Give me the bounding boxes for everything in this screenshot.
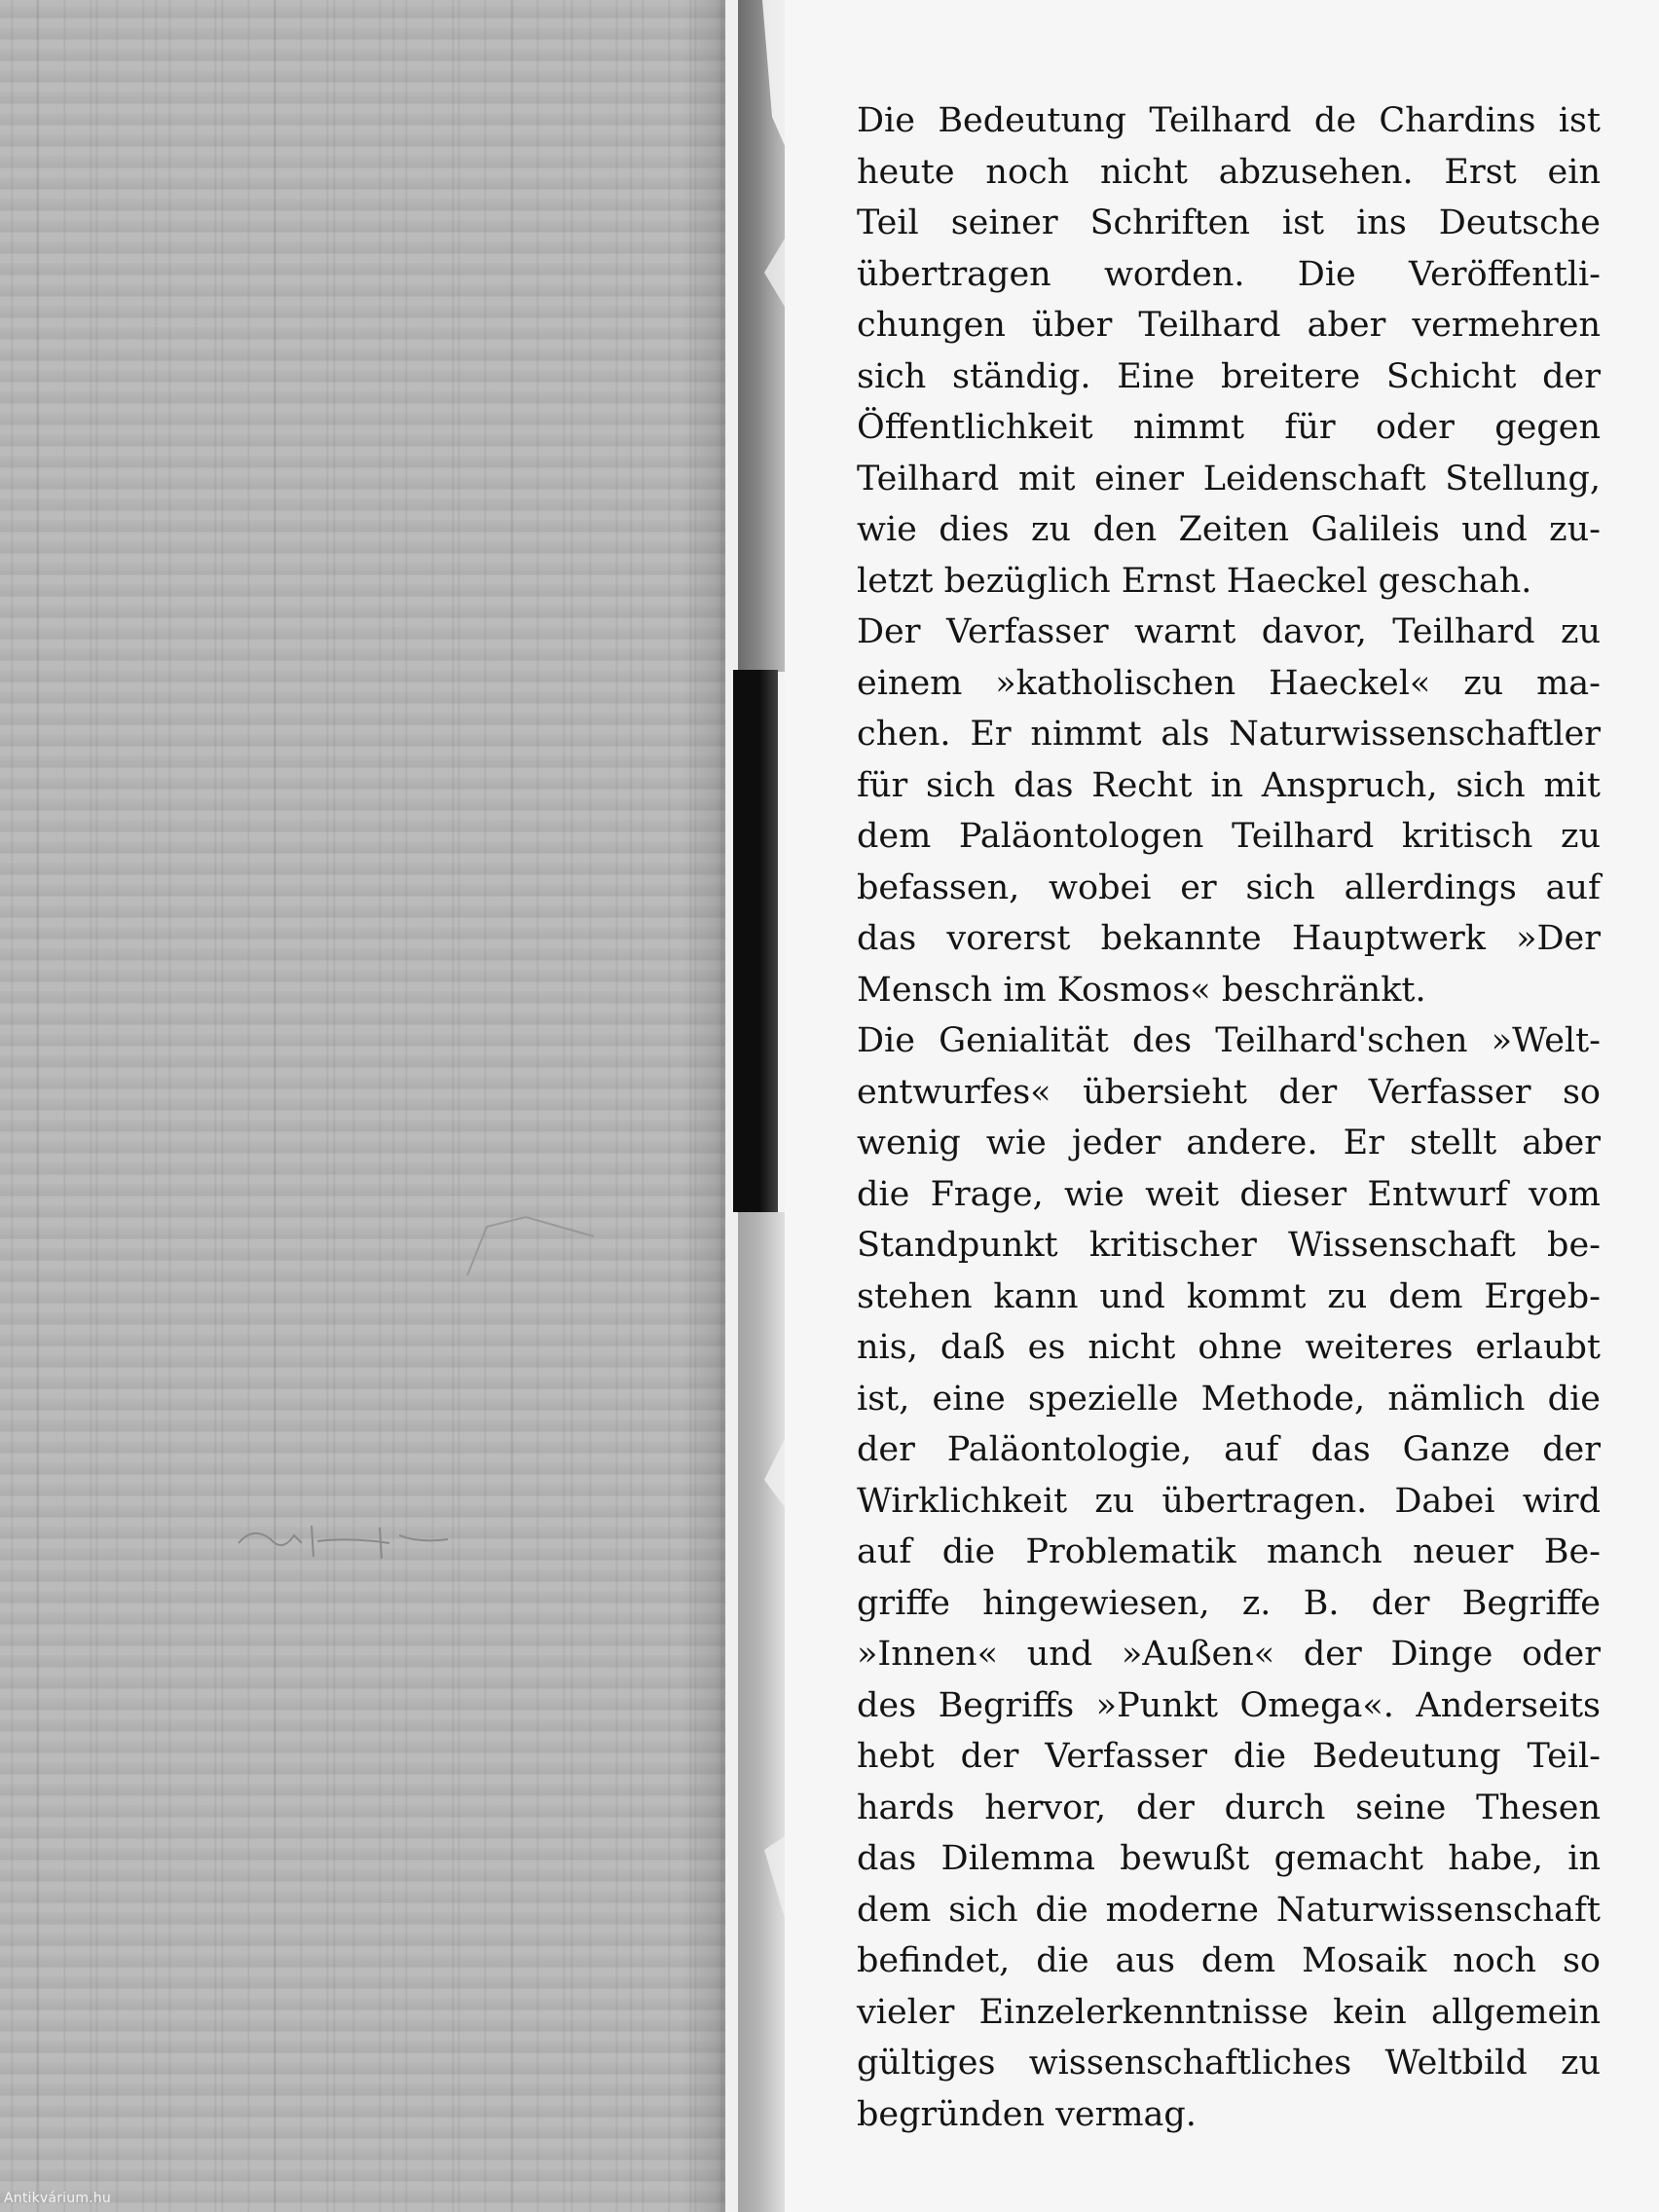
text-line: Die Bedeutung Teilhard de Chardins ist xyxy=(857,101,1601,140)
text-line: auf die Problematik manch neuer Be- xyxy=(857,1532,1601,1571)
text-line: die Frage, wie weit dieser Entwurf vom xyxy=(857,1174,1601,1214)
pencil-scribble xyxy=(234,1514,458,1572)
text-line: einem »katholischen Haeckel« zu ma- xyxy=(857,663,1601,703)
text-line: wenig wie jeder andere. Er stellt aber xyxy=(857,1124,1601,1162)
text-line: für sich das Recht in Anspruch, sich mit xyxy=(857,765,1601,805)
text-line: entwurfes« übersieht der Verfasser so xyxy=(857,1072,1601,1112)
text-line: der Paläontologie, auf das Ganze der xyxy=(857,1430,1601,1469)
text-line: des Begriffs »Punkt Omega«. Anderseits xyxy=(857,1685,1601,1725)
text-line: ist, eine spezielle Methode, nämlich die xyxy=(857,1379,1601,1419)
text-line: befindet, die aus dem Mosaik noch so xyxy=(857,1941,1601,1980)
blurb-text xyxy=(857,95,1601,2140)
paragraph-2 xyxy=(857,607,1601,1015)
text-line: Mensch im Kosmos« beschränkt. xyxy=(857,970,1426,1010)
text-line: hebt der Verfasser die Bedeutung Teil- xyxy=(857,1737,1601,1776)
text-line: wie dies zu den Zeiten Galileis und zu- xyxy=(857,510,1601,549)
text-line: begründen vermag. xyxy=(857,2094,1197,2134)
text-line: hards hervor, der durch seine Thesen xyxy=(857,1788,1601,1827)
text-line: chen. Er nimmt als Naturwissenschaftler xyxy=(857,715,1601,754)
paragraph-3 xyxy=(857,1015,1601,2140)
text-line: dem sich die moderne Naturwissenschaft xyxy=(857,1890,1601,1930)
text-line: gültiges wissenschaftliches Weltbild zu xyxy=(857,2044,1601,2083)
text-line: Teil seiner Schriften ist ins Deutsche xyxy=(857,203,1601,242)
text-line: nis, daß es nicht ohne weiteres erlaubt xyxy=(857,1328,1601,1367)
text-line: letzt bezüglich Ernst Haeckel geschah. xyxy=(857,561,1532,601)
textured-board xyxy=(0,0,725,2212)
text-line: heute noch nicht abzusehen. Erst ein xyxy=(857,152,1601,192)
text-line: sich ständig. Eine breitere Schicht der xyxy=(857,356,1601,396)
text-line: stehen kann und kommt zu dem Ergeb- xyxy=(857,1276,1601,1316)
paragraph-1 xyxy=(857,95,1601,607)
text-line: »Innen« und »Außen« der Dinge oder xyxy=(857,1635,1601,1674)
text-line: Wirklichkeit zu übertragen. Dabei wird xyxy=(857,1481,1601,1521)
pencil-mark xyxy=(458,1207,604,1285)
text-line: chungen über Teilhard aber vermehren xyxy=(857,306,1601,345)
watermark-text: Antikvárium.hu xyxy=(4,2191,111,2206)
text-line: das Dilemma bewußt gemacht habe, in xyxy=(857,1839,1601,1878)
text-line: Der Verfasser warnt davor, Teilhard zu xyxy=(857,612,1601,651)
text-line: vieler Einzelerkenntnisse kein allgemein xyxy=(857,1992,1601,2032)
text-line: Öffentlichkeit nimmt für oder gegen xyxy=(857,408,1601,447)
text-line: das vorerst bekannte Hauptwerk »Der xyxy=(857,919,1601,958)
text-line: Die Genialität des Teilhard'schen »Welt- xyxy=(857,1021,1601,1060)
text-line: griffe hingewiesen, z. B. der Begriffe xyxy=(857,1583,1601,1623)
board-edge-shadow xyxy=(682,0,730,2212)
text-line: Teilhard mit einer Leidenschaft Stellung, xyxy=(857,459,1601,498)
text-line: übertragen worden. Die Veröffentli- xyxy=(857,254,1601,294)
text-line: Standpunkt kritischer Wissenschaft be- xyxy=(857,1226,1601,1265)
text-line: befassen, wobei er sich allerdings auf xyxy=(857,867,1601,907)
text-line: dem Paläontologen Teilhard kritisch zu xyxy=(857,817,1601,856)
